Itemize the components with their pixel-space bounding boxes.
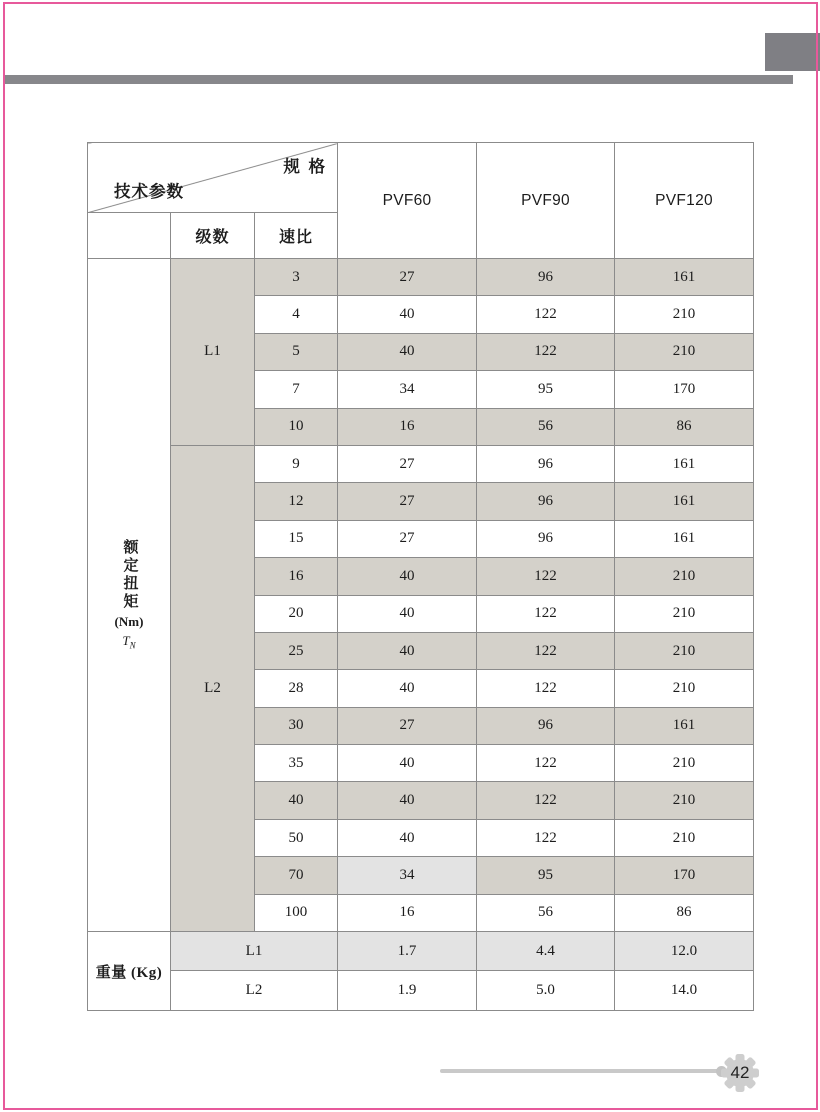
- value-cell: 210: [615, 558, 754, 595]
- torque-unit: (Nm): [114, 614, 144, 630]
- value-cell: 210: [615, 782, 754, 819]
- value-cell: 122: [477, 333, 615, 370]
- value-cell: 40: [338, 782, 477, 819]
- torque-symbol: [122, 633, 135, 651]
- value-cell: 40: [338, 296, 477, 333]
- torque-symbol-base: T: [122, 633, 130, 649]
- value-cell: 96: [477, 483, 615, 520]
- torque-title: 额定扭矩: [121, 539, 138, 612]
- value-cell: 210: [615, 333, 754, 370]
- spec-table-grid: [87, 142, 754, 1011]
- value-cell: 40: [338, 558, 477, 595]
- spec-table: [87, 142, 754, 1011]
- weight-value-cell: 5.0: [477, 971, 615, 1011]
- ratio-cell: 25: [255, 632, 338, 669]
- value-cell: 40: [338, 745, 477, 782]
- ratio-cell: 10: [255, 408, 338, 445]
- value-cell: 161: [615, 520, 754, 557]
- value-cell: 210: [615, 819, 754, 856]
- weight-value-cell: 1.7: [338, 932, 477, 971]
- corner-param-label: 技术参数: [114, 183, 184, 201]
- value-cell: 170: [615, 857, 754, 894]
- value-cell: 122: [477, 782, 615, 819]
- header-row-1: [88, 143, 754, 213]
- weight-stage-cell: L1: [171, 932, 338, 971]
- value-cell: 122: [477, 745, 615, 782]
- value-cell: 27: [338, 707, 477, 744]
- ratio-cell: 9: [255, 445, 338, 482]
- stage-group-l2: L2: [171, 445, 255, 931]
- value-cell: 122: [477, 632, 615, 669]
- col-header-pvf90: PVF90: [477, 143, 615, 259]
- ratio-cell: 15: [255, 520, 338, 557]
- weight-row-l2: [88, 971, 754, 1011]
- value-cell: 27: [338, 445, 477, 482]
- value-cell: 16: [338, 408, 477, 445]
- ratio-cell: 5: [255, 333, 338, 370]
- value-cell: 122: [477, 296, 615, 333]
- value-cell: 170: [615, 371, 754, 408]
- value-cell: 40: [338, 819, 477, 856]
- value-cell: 210: [615, 296, 754, 333]
- value-cell: 161: [615, 707, 754, 744]
- footer-rule: [440, 1069, 721, 1073]
- value-cell: 40: [338, 670, 477, 707]
- ratio-cell: 50: [255, 819, 338, 856]
- table-row: [88, 445, 754, 482]
- value-cell: 122: [477, 558, 615, 595]
- value-cell: 96: [477, 707, 615, 744]
- value-cell: 210: [615, 745, 754, 782]
- value-cell: 161: [615, 483, 754, 520]
- ratio-cell: 4: [255, 296, 338, 333]
- weight-stage-cell: L2: [171, 971, 338, 1011]
- value-cell: 161: [615, 259, 754, 296]
- ratio-header: 速比: [255, 213, 338, 259]
- value-cell: 210: [615, 632, 754, 669]
- value-cell: 86: [615, 894, 754, 931]
- ratio-cell: 28: [255, 670, 338, 707]
- weight-label-cell: 重量 (Kg): [88, 932, 171, 1011]
- value-cell: 210: [615, 670, 754, 707]
- ratio-cell: 100: [255, 894, 338, 931]
- corner-spec-label: 规 格: [283, 158, 328, 176]
- value-cell: 122: [477, 595, 615, 632]
- page-number: 42: [730, 1063, 750, 1082]
- weight-value-cell: 14.0: [615, 971, 754, 1011]
- value-cell: 34: [338, 371, 477, 408]
- ratio-cell: 30: [255, 707, 338, 744]
- stage-header: 级数: [171, 213, 255, 259]
- value-cell: 16: [338, 894, 477, 931]
- value-cell: 210: [615, 595, 754, 632]
- value-cell: 27: [338, 483, 477, 520]
- value-cell: 40: [338, 333, 477, 370]
- value-cell: 27: [338, 259, 477, 296]
- value-cell: 40: [338, 595, 477, 632]
- ratio-cell: 12: [255, 483, 338, 520]
- top-gray-rule: [5, 75, 793, 84]
- weight-value-cell: 4.4: [477, 932, 615, 971]
- ratio-cell: 7: [255, 371, 338, 408]
- corner-diagonal-cell: [88, 143, 338, 213]
- value-cell: 96: [477, 445, 615, 482]
- ratio-cell: 16: [255, 558, 338, 595]
- value-cell: 96: [477, 520, 615, 557]
- weight-value-cell: 12.0: [615, 932, 754, 971]
- value-cell: 34: [338, 857, 477, 894]
- value-cell: 27: [338, 520, 477, 557]
- ratio-cell: 70: [255, 857, 338, 894]
- value-cell: 95: [477, 857, 615, 894]
- value-cell: 95: [477, 371, 615, 408]
- weight-value-cell: 1.9: [338, 971, 477, 1011]
- ratio-cell: 20: [255, 595, 338, 632]
- value-cell: 86: [615, 408, 754, 445]
- value-cell: 122: [477, 670, 615, 707]
- value-cell: 161: [615, 445, 754, 482]
- col-header-pvf60: PVF60: [338, 143, 477, 259]
- top-right-gray-block: [765, 33, 820, 71]
- empty-header-cell: [88, 213, 171, 259]
- ratio-cell: 35: [255, 745, 338, 782]
- col-header-pvf120: PVF120: [615, 143, 754, 259]
- value-cell: 96: [477, 259, 615, 296]
- ratio-cell: 3: [255, 259, 338, 296]
- weight-row-l1: [88, 932, 754, 971]
- page-number-badge: [720, 1053, 760, 1093]
- value-cell: 56: [477, 894, 615, 931]
- torque-symbol-sub: N: [129, 640, 136, 651]
- value-cell: 56: [477, 408, 615, 445]
- torque-label: [88, 539, 170, 651]
- stage-group-l1: L1: [171, 259, 255, 446]
- ratio-cell: 40: [255, 782, 338, 819]
- table-row: [88, 259, 754, 296]
- value-cell: 40: [338, 632, 477, 669]
- torque-axis-label-cell: [88, 259, 171, 932]
- value-cell: 122: [477, 819, 615, 856]
